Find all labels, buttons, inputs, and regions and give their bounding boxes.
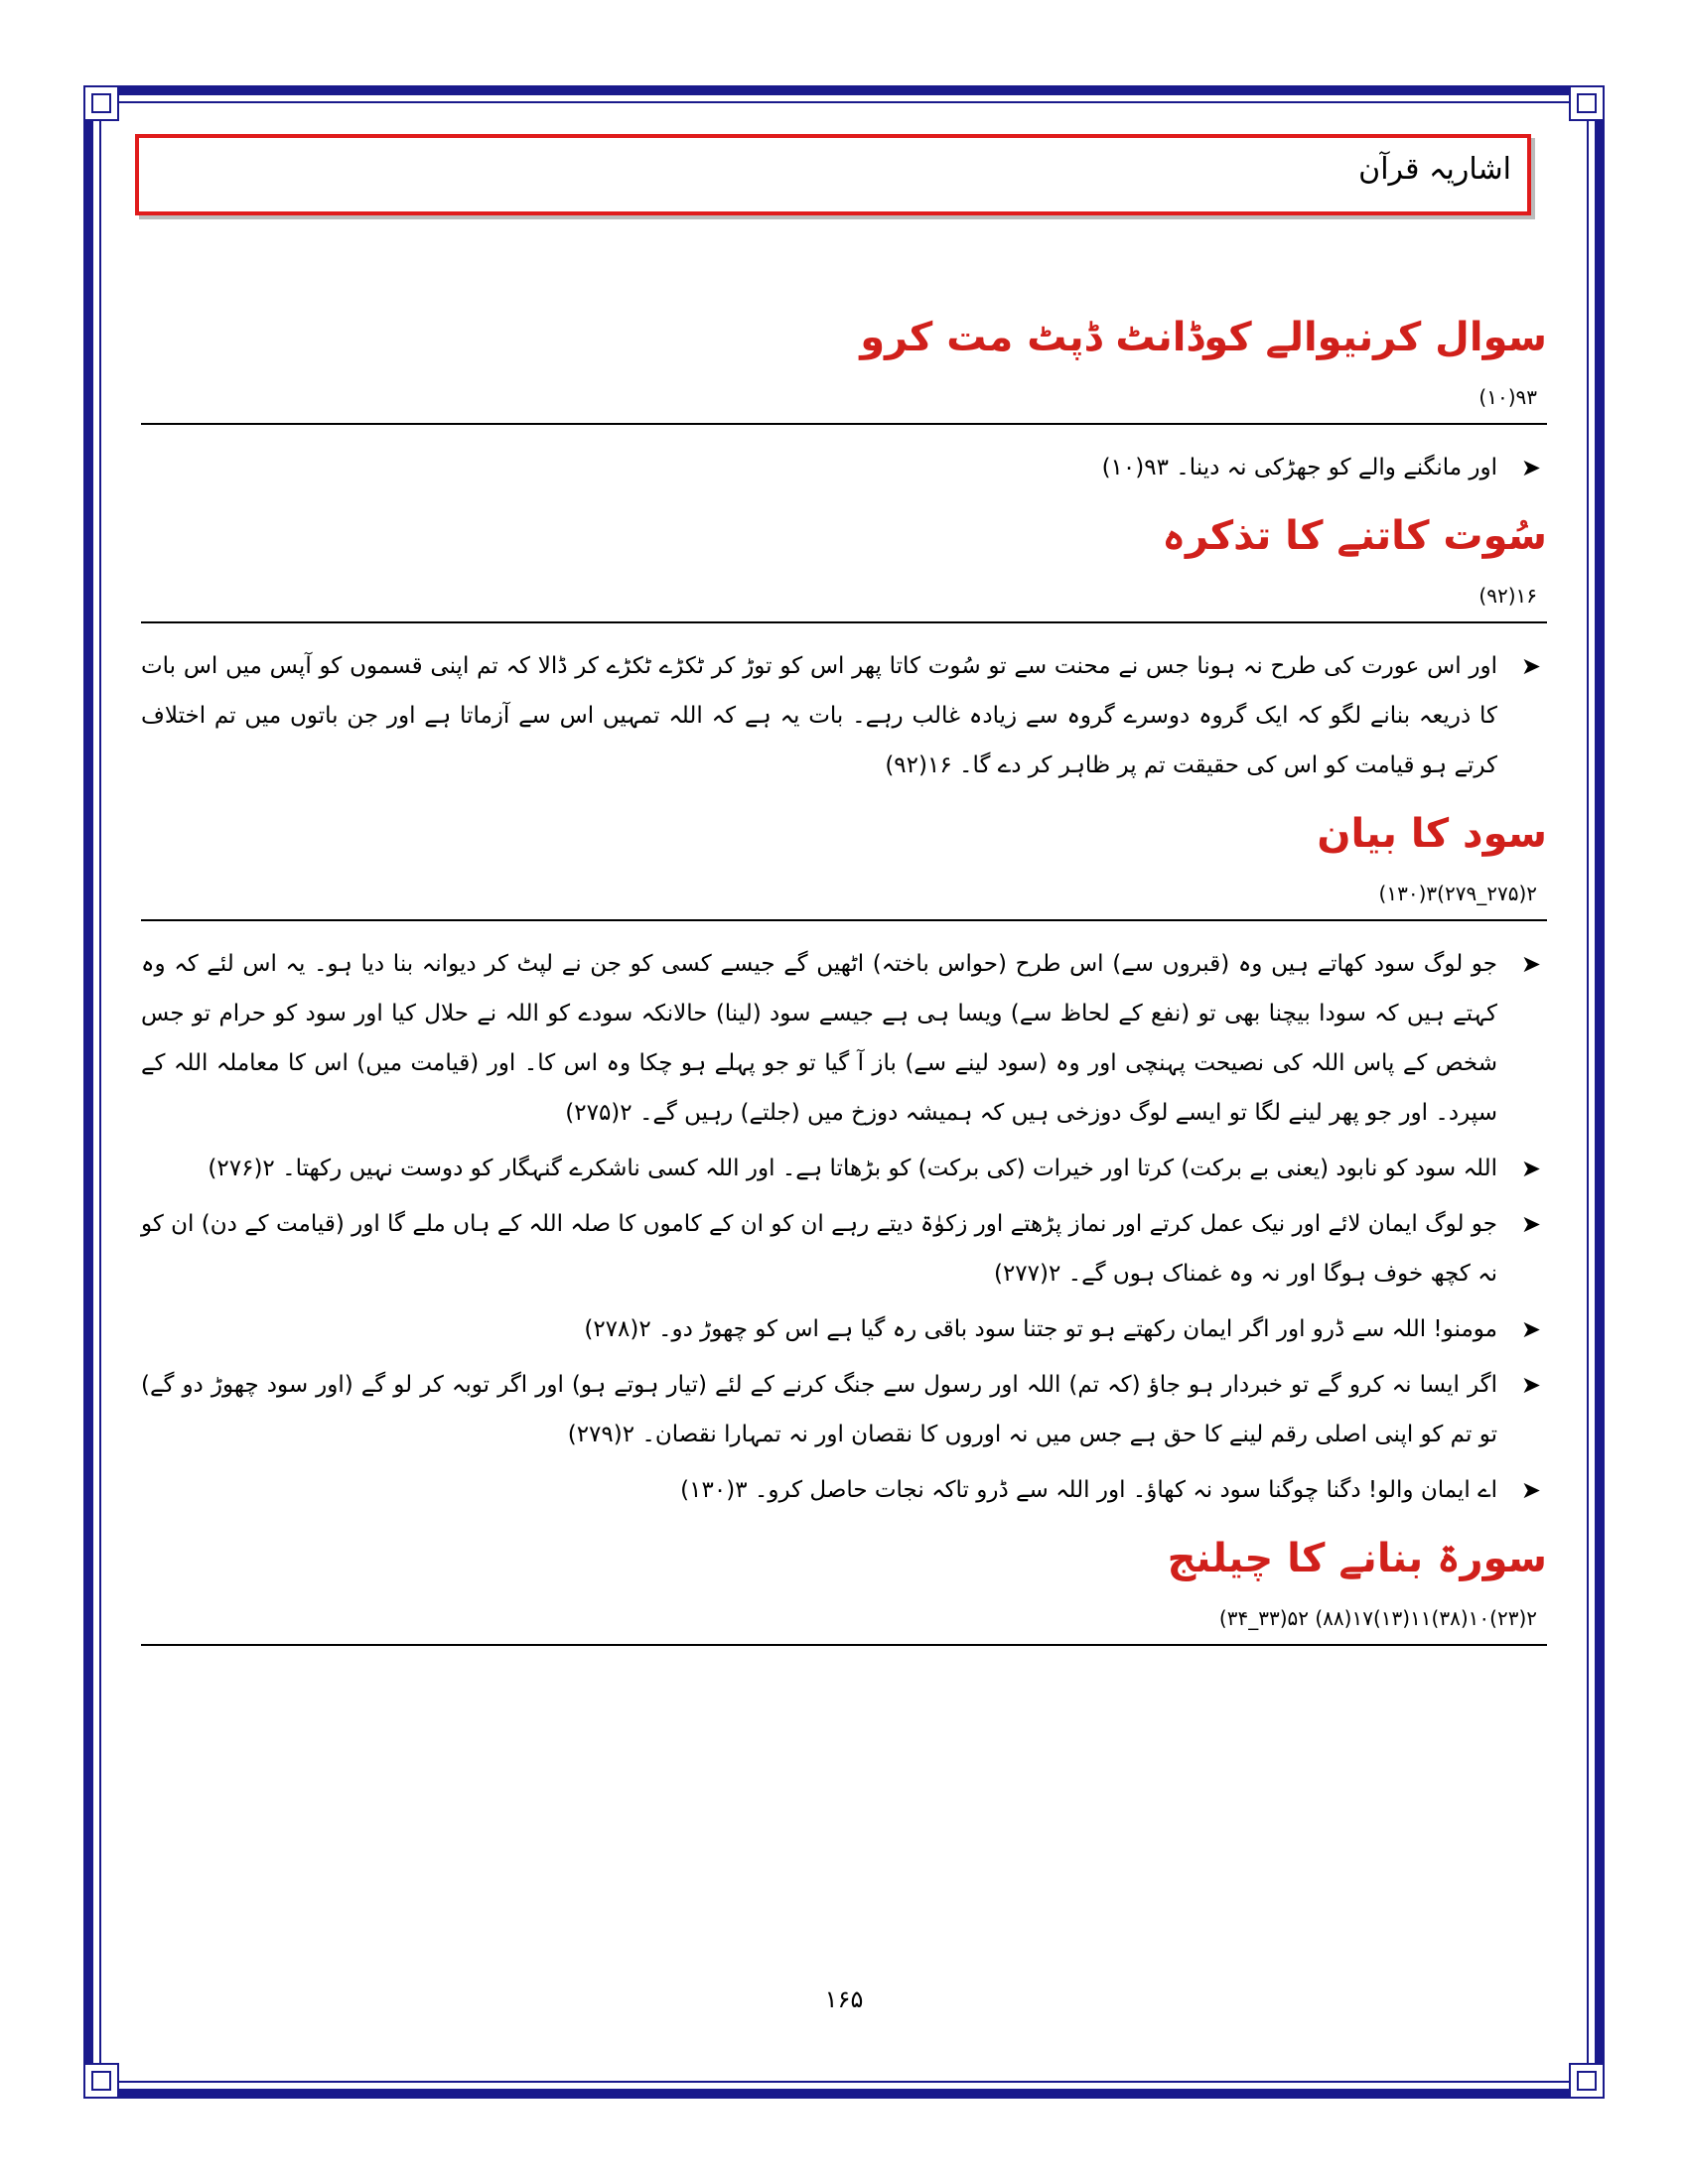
section-divider [141,1644,1547,1646]
arrow-bullet-icon: ➤ [1520,1155,1541,1182]
frame-corner-top-left [83,85,119,121]
arrow-bullet-icon: ➤ [1520,454,1541,481]
section-title: سود کا بیان [1317,811,1547,857]
verse-text: اگر ایسا نہ کرو گے تو خبردار ہو جاؤ (کہ تم) اللہ اور رسول سے جنگ کرنے کے لئے (تیار ہوتے ہو) اور اگر توبہ کر لو گے (اور سود چھوڑ دو گے) تو تم کو اپنی اصلی رقم لینے کا حق ہے جس میں نہ اوروں کا نقصان اور نہ تمہارا نقصان۔ ۲(۲۷۹) [141,1372,1497,1447]
verse-text: جو لوگ ایمان لائے اور نیک عمل کرتے اور نماز پڑھتے اور زکوٰۃ دیتے رہے ان کو ان کے کاموں کا صلہ اللہ کے ہاں ملے گا اور (قیامت کے دن) ان کو نہ کچھ خوف ہوگا اور نہ وہ غمناک ہوں گے۔ ۲(۲۷۷) [141,1211,1497,1287]
verse-entry [141,939,1547,1138]
page-number: ۱۶۵ [824,1985,864,2013]
arrow-bullet-icon: ➤ [1520,1476,1541,1504]
section-divider [141,621,1547,623]
verse-entry [141,641,1547,790]
arrow-bullet-icon: ➤ [1520,1315,1541,1343]
header-box [135,134,1531,215]
arrow-bullet-icon: ➤ [1520,652,1541,680]
arrow-bullet-icon: ➤ [1520,950,1541,978]
section-title: سورۃ بنانے کا چیلنج [1167,1536,1547,1581]
section-divider [141,919,1547,921]
verse-text: اور اس عورت کی طرح نہ ہونا جس نے محنت سے تو سُوت کاتا پھر اس کو توڑ کر ٹکڑے ٹکڑے کر ڈالا کہ تم اپنی قسموں کو آپس میں اس بات کا ذریعہ بنانے لگو کہ ایک گروہ دوسرے گروہ سے زیادہ غالب رہے۔ بات یہ ہے کہ اللہ تمہیں اس سے آزماتا ہے اور جن باتوں میں تم اختلاف کرتے ہو قیامت کو اس کی حقیقت تم پر ظاہر کر دے گا۔ ۱۶(۹۲) [141,653,1497,778]
verse-entry [141,1465,1547,1515]
section-title: سوال کرنیوالے کوڈانٹ ڈپٹ مت کرو [860,315,1547,360]
arrow-bullet-icon: ➤ [1520,1210,1541,1238]
section-reference: ۲(۲۳)۱۰(۳۸)۱۱(۱۳)۱۷(۸۸) ۵۲(۳۳_۳۴) [1218,1606,1537,1630]
section [141,1533,1547,1646]
section-divider [141,423,1547,425]
section-reference: ۱۶(۹۲) [1478,584,1537,608]
verse-text: اے ایمان والو! دگنا چوگنا سود نہ کھاؤ۔ اور اللہ سے ڈرو تاکہ نجات حاصل کرو۔ ۳(۱۳۰) [680,1477,1497,1503]
section [141,510,1547,790]
frame-corner-bottom-left [83,2063,119,2099]
header-title: اشاریہ قرآن [1358,152,1511,187]
verse-text: اور مانگنے والے کو جھڑکی نہ دینا۔ ۹۳(۱۰) [1101,455,1497,480]
verse-entry [141,1144,1547,1193]
section-reference: ۹۳(۱۰) [1478,385,1537,409]
frame-corner-bottom-right [1569,2063,1605,2099]
frame-corner-top-right [1569,85,1605,121]
verse-text: مومنو! اللہ سے ڈرو اور اگر ایمان رکھتے ہو تو جتنا سود باقی رہ گیا ہے اس کو چھوڑ دو۔ ۲(۲۷۸) [584,1316,1497,1342]
verse-entry [141,1360,1547,1459]
verse-entry [141,443,1547,492]
section [141,808,1547,1515]
arrow-bullet-icon: ➤ [1520,1371,1541,1399]
section-title: سُوت کاتنے کا تذکرہ [1162,513,1547,559]
verse-entry [141,1199,1547,1298]
section-reference: ۲(۲۷۵_۲۷۹)۳(۱۳۰) [1378,882,1537,905]
verse-text: اللہ سود کو نابود (یعنی بے برکت) کرتا اور خیرات (کی برکت) کو بڑھاتا ہے۔ اور اللہ کسی ناشکرے گنہگار کو دوست نہیں رکھتا۔ ۲(۲۷۶) [208,1156,1497,1181]
content-area [141,298,1547,1664]
verse-entry [141,1304,1547,1354]
verse-text: جو لوگ سود کھاتے ہیں وہ (قبروں سے) اس طرح (حواس باختہ) اٹھیں گے جیسے کسی کو جن نے لپٹ کر دیوانہ بنا دیا ہو۔ یہ اس لئے کہ وہ کہتے ہیں کہ سودا بیچنا بھی تو (نفع کے لحاظ سے) ویسا ہی ہے جیسے سود (لینا) حالانکہ سودے کو اللہ نے حلال کیا اور سود کو حرام تو جس شخص کے پاس اللہ کی نصیحت پہنچی اور وہ (سود لینے سے) باز آ گیا تو جو پہلے ہو چکا وہ اس کا۔ اور (قیامت میں) اس کا معاملہ اللہ کے سپرد۔ اور جو پھر لینے لگا تو ایسے لوگ دوزخی ہیں کہ ہمیشہ دوزخ میں (جلتے) رہیں گے۔ ۲(۲۷۵) [141,951,1497,1126]
section [141,312,1547,492]
